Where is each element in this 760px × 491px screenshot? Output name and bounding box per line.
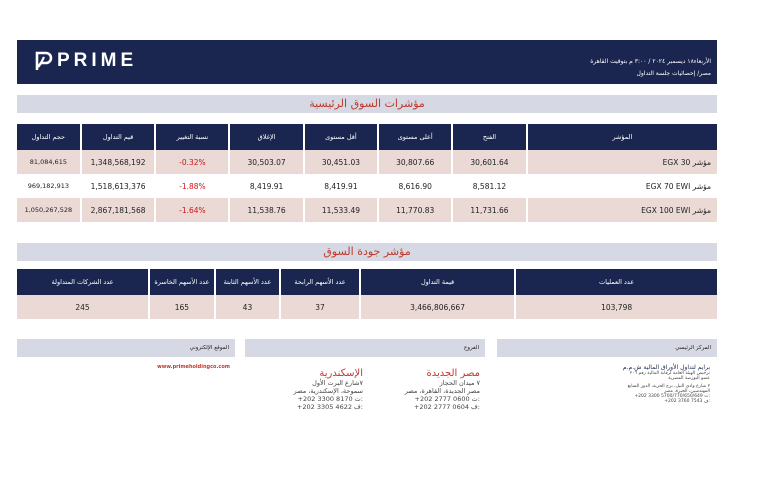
col-change: نسبة التغيير: [156, 124, 228, 150]
table-row: [17, 150, 717, 174]
hq-fax: +202 3760 7543 ف:: [664, 399, 710, 404]
table-row: [17, 198, 717, 222]
cell-high: 30,807.66: [379, 150, 451, 174]
website-label: الموقع الإلكتروني: [17, 339, 235, 357]
cell-unchanged: 43: [216, 295, 280, 319]
branch-city: مصر الجديدة: [426, 368, 480, 379]
col-gainers: عدد الأسهم الرابحة: [281, 269, 359, 295]
branch-heliopolis: [375, 368, 480, 411]
branch-fax: +202 3305 4622 ف:: [296, 403, 363, 411]
table-row: [17, 174, 717, 198]
branch-fax: +202 2777 0604 ف:: [413, 403, 480, 411]
col-trade-value: قيمة التداول: [361, 269, 514, 295]
hq-member: عضو البورصة المصرية: [668, 376, 710, 381]
cell-low: 8,419.91: [324, 181, 358, 191]
cell-trade-value: 3,466,806,667: [361, 295, 514, 319]
brand-logo-text: PRIME: [57, 50, 138, 71]
cell-index-name: مؤشر EGX 70 EWI: [645, 181, 711, 191]
cell-close: 8,419.91: [249, 181, 284, 191]
cell-traded-companies: 245: [17, 295, 148, 319]
report-subtitle: مصر/ إحصائيات جلسة التداول: [636, 70, 711, 77]
col-low: أقل مستوى: [305, 124, 377, 150]
col-losers: عدد الأسهم الخاسرة: [150, 269, 214, 295]
cell-transactions: 103,798: [516, 295, 717, 319]
col-traded-companies: عدد الشركات المتداولة: [17, 269, 148, 295]
hq-block: [560, 364, 710, 404]
col-close: الإغلاق: [230, 124, 302, 150]
col-open: الفتح: [453, 124, 525, 150]
cell-index-name: مؤشر EGX 100 EWI: [528, 198, 717, 222]
hq-license: ترخيص الهيئة العامة لرقابة المالية رقم ٢٠٦: [629, 371, 710, 376]
cell-close: 30,503.07: [230, 150, 302, 174]
cell-low: 30,451.03: [305, 150, 377, 174]
cell-open: 30,601.64: [453, 150, 525, 174]
prime-logo-icon: [35, 51, 53, 71]
indices-table: [15, 124, 719, 222]
cell-value: 1,518,613,376: [90, 181, 146, 191]
cell-change: -0.32%: [156, 150, 228, 174]
cell-index-name: مؤشر EGX 30: [528, 150, 717, 174]
branch-address-line1: ٧ ميدان الحجاز: [439, 379, 480, 387]
branch-address-line2: سموحة، الإسكندرية، مصر: [293, 387, 363, 395]
cell-high: 8,616.90: [398, 181, 432, 191]
branch-tel: +202 3300 8170 ت:: [297, 395, 363, 403]
cell-value: 2,867,181,568: [82, 198, 155, 222]
col-index: المؤشر: [528, 124, 717, 150]
branch-address-line1: ٧شارع البرت الأول: [312, 379, 363, 387]
branch-city: الإسكندرية: [319, 368, 363, 379]
hq-company: برايم لتداول الأوراق المالية ش.م.م: [622, 364, 710, 371]
hq-label: المركز الرئيسي: [497, 339, 717, 357]
report-header: [17, 40, 717, 84]
hq-tel: +202 3300 5700/770/650/649 ت:: [634, 394, 710, 399]
indices-section-title: مؤشرات السوق الرئيسية: [17, 95, 717, 113]
hq-address-line2: المهندسين، الجيزة، مصر: [664, 389, 710, 394]
cell-change: -1.64%: [156, 198, 228, 222]
quality-section-title: مؤشر جودة السوق: [17, 243, 717, 261]
col-transactions: عدد العمليات: [516, 269, 717, 295]
quality-header-row: [17, 269, 717, 295]
hq-address-line1: ٢ شارع وادي النيل، برج الحرية، الدور السابع: [627, 384, 710, 389]
col-unchanged: عدد الأسهم الثابتة: [216, 269, 280, 295]
cell-gainers: 37: [281, 295, 359, 319]
cell-close: 11,538.76: [230, 198, 302, 222]
cell-volume: 969,182,913: [27, 182, 70, 190]
branch-alexandria: [255, 368, 363, 411]
branches-label: الفروع: [245, 339, 485, 357]
cell-open: 8,581.12: [472, 181, 507, 191]
cell-value: 1,348,568,192: [82, 150, 155, 174]
table-row: [17, 295, 717, 319]
cell-losers: 165: [150, 295, 214, 319]
col-high: أعلى مستوى: [379, 124, 451, 150]
cell-open: 11,731.66: [453, 198, 525, 222]
website-link[interactable]: www.primeholdingco.com: [157, 364, 230, 370]
quality-table: [15, 269, 719, 319]
branch-address-line2: مصر الجديدة، القاهرة، مصر: [404, 387, 480, 395]
cell-low: 11,533.49: [305, 198, 377, 222]
col-volume: حجم التداول: [17, 124, 80, 150]
cell-change: -1.88%: [179, 181, 206, 191]
cell-high: 11,770.83: [379, 198, 451, 222]
col-value: قيم التداول: [82, 124, 155, 150]
cell-volume: 1,050,267,528: [17, 198, 80, 222]
report-date: الأربعاء١٨ ديسمبر ٢٠٢٤ / ٣:٠٠ م بتوقيت القاهرة: [590, 58, 711, 65]
branch-tel: +202 2777 0600 ت:: [414, 395, 480, 403]
indices-header-row: [17, 124, 717, 150]
cell-volume: 81,084,615: [17, 150, 80, 174]
